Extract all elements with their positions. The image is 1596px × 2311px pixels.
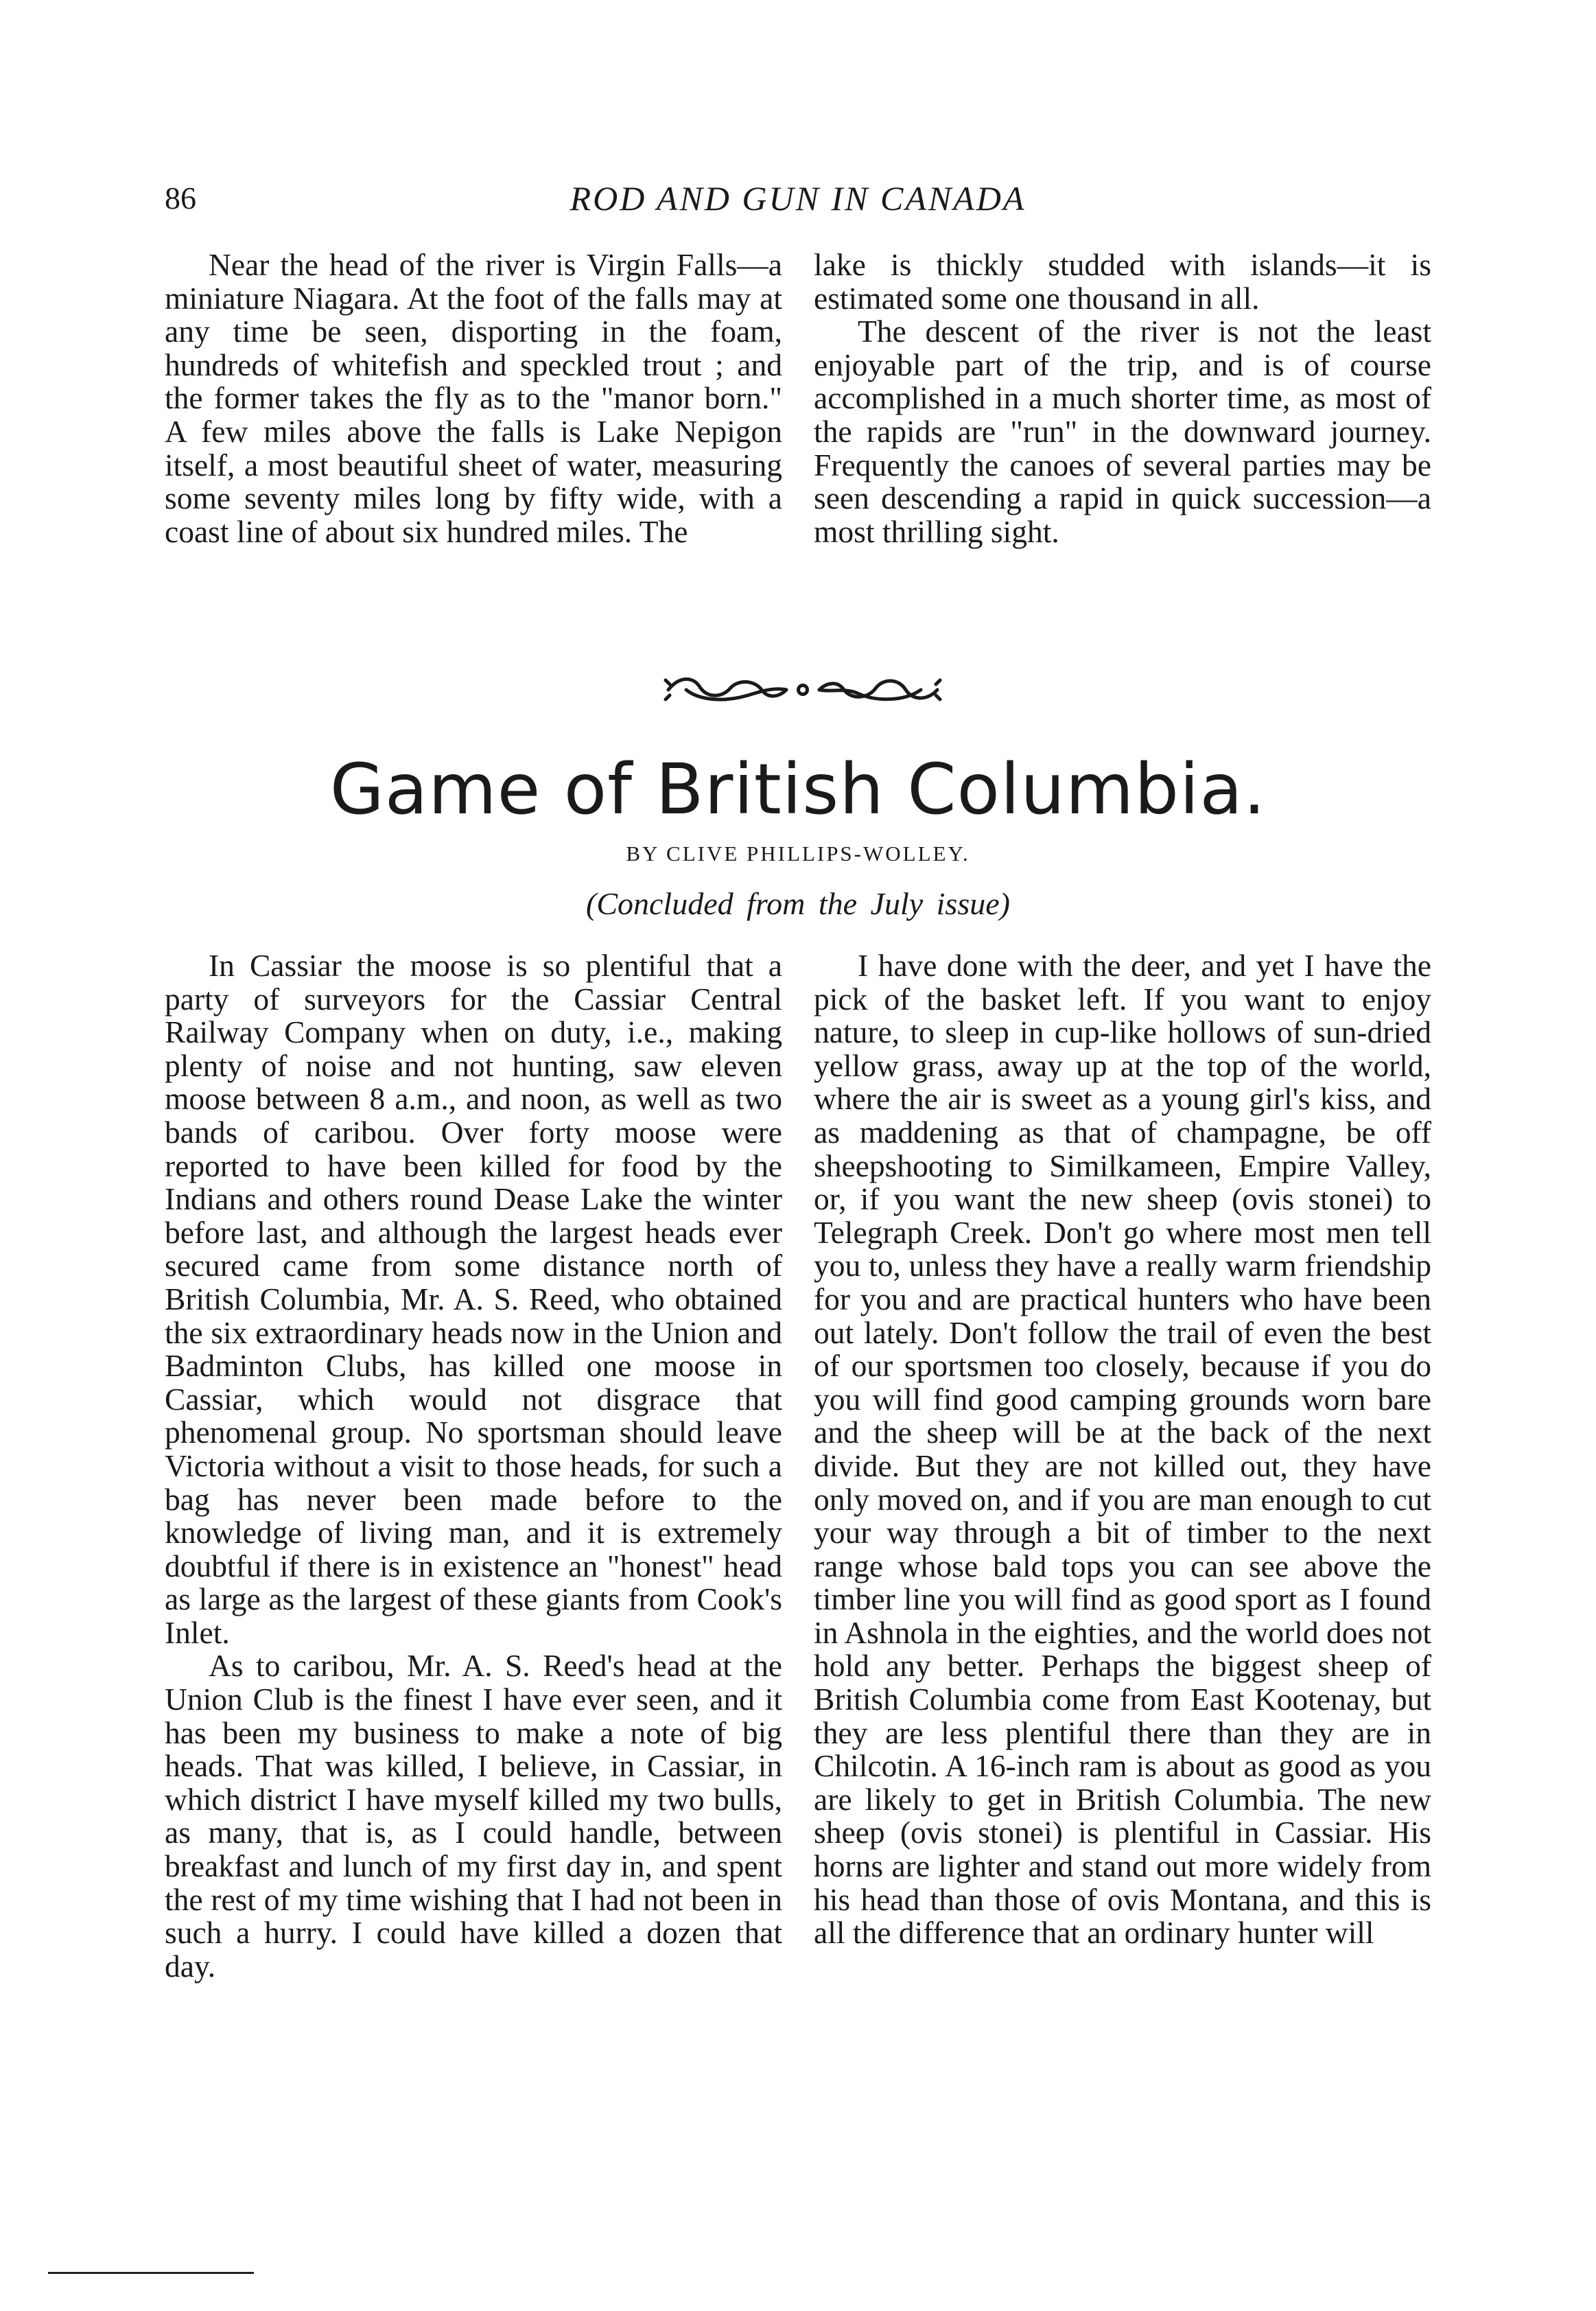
top-right-continuation: lake is thickly studded with islands—it is estimated some one thousand in all. [814, 247, 1431, 316]
body-paragraph: I have done with the deer, and yet I have the pick of the basket left. If you want to enjoy nature, to sleep in cup-like hollows of sun-dried yellow grass, away up at the top of the world, where the air is sweet as a young girl's kiss, and as maddening as that of champagne, be off sheepshooting to Similkameen, Empire Valley, or, if you want the new sheep (ovis stonei) to Telegraph Creek. Don't go where most men tell you to, unless they have a really warm friendship for you and are practical hunters who have been out lately. Don't follow the trail of even the best of our sportsmen too closely, because if you do you will find good camping grounds worn bare and the sheep will be at the back of the next divide. But they are not killed out, they have only moved on, and if you are man enough to cut your way through a bit of timber to the next range whose bald tops you can see above the timber line you will find as good sport as I found in Ashnola in the eighties, and the world does not hold any better. Perhaps the biggest sheep of British Columbia come from East Kootenay, but they are less plentiful there than they are in Chilcotin. A 16-inch ram is about as good as you are likely to get in British Columbia. The new sheep (ovis stonei) is plentiful in Cassiar. His horns are lighter and stand out more widely from his head than those of ovis Montana, and this is all the difference that an ordinary hunter will [814, 948, 1431, 1951]
decorative-scroll-ornament-icon [659, 669, 947, 710]
article-byline: BY CLIVE PHILLIPS-WOLLEY. [626, 841, 970, 866]
body-paragraph: In Cassiar the moose is so plentiful that a party of surveyors for the Cassiar Central Railway Company when on duty, i.e., making plenty of noise and not hunting, saw eleven moose between 8 a.m., and noon, as well as two bands of caribou. Over forty moose were reported to have been killed for food by the Indians and others round Dease Lake the winter before last, and although the largest heads ever secured came from some distance north of British Columbia, Mr. A. S. Reed, who obtained the six extraordinary heads now in the Union and Badminton Clubs, has killed one moose in Cassiar, which would not disgrace that phenomenal group. No sportsman should leave Victoria without a visit to those heads, for such a bag has never been made before to the knowledge of living man, and it is extremely doubtful if there is in existence an "honest" head as large as the largest of these giants from Cook's Inlet. [165, 948, 782, 1650]
top-right-paragraph: The descent of the river is not the least enjoyable part of the trip, and is of course accomplished in a much shorter time, as most of the rapids are "run" in the downward journey. Frequently the canoes of several parties may be seen descending a rapid in quick succession—a most thrilling sight. [814, 314, 1431, 549]
footer-rule [48, 2272, 254, 2274]
top-left-column [165, 248, 782, 548]
page-number: 86 [165, 181, 196, 216]
article-title: Game of British Columbia. [329, 749, 1267, 831]
top-left-paragraph: Near the head of the river is Virgin Falls—a miniature Niagara. At the foot of the falls may at any time be seen, disporting in the foam, hundreds of whitefish and speckled trout ; and the former takes the fly as to the "manor born." A few miles above the falls is Lake Nepigon itself, a most beautiful sheet of water, measuring some seventy miles long by fifty wide, with a coast line of about six hundred miles. The [165, 247, 782, 549]
concluded-note: (Concluded from the July issue) [586, 886, 1010, 921]
running-title: ROD AND GUN IN CANADA [570, 179, 1026, 218]
bottom-left-column [165, 949, 782, 1983]
top-right-column [814, 248, 1431, 548]
body-paragraph: As to caribou, Mr. A. S. Reed's head at the Union Club is the finest I have ever seen, and it has been my business to make a note of big heads. That was killed, I believe, in Cassiar, in which district I have myself killed my two bulls, as many, that is, as I could handle, between breakfast and lunch of my first day in, and spent the rest of my time wishing that I had not been in such a hurry. I could have killed a dozen that day. [165, 1648, 782, 1984]
bottom-right-column [814, 949, 1431, 1950]
